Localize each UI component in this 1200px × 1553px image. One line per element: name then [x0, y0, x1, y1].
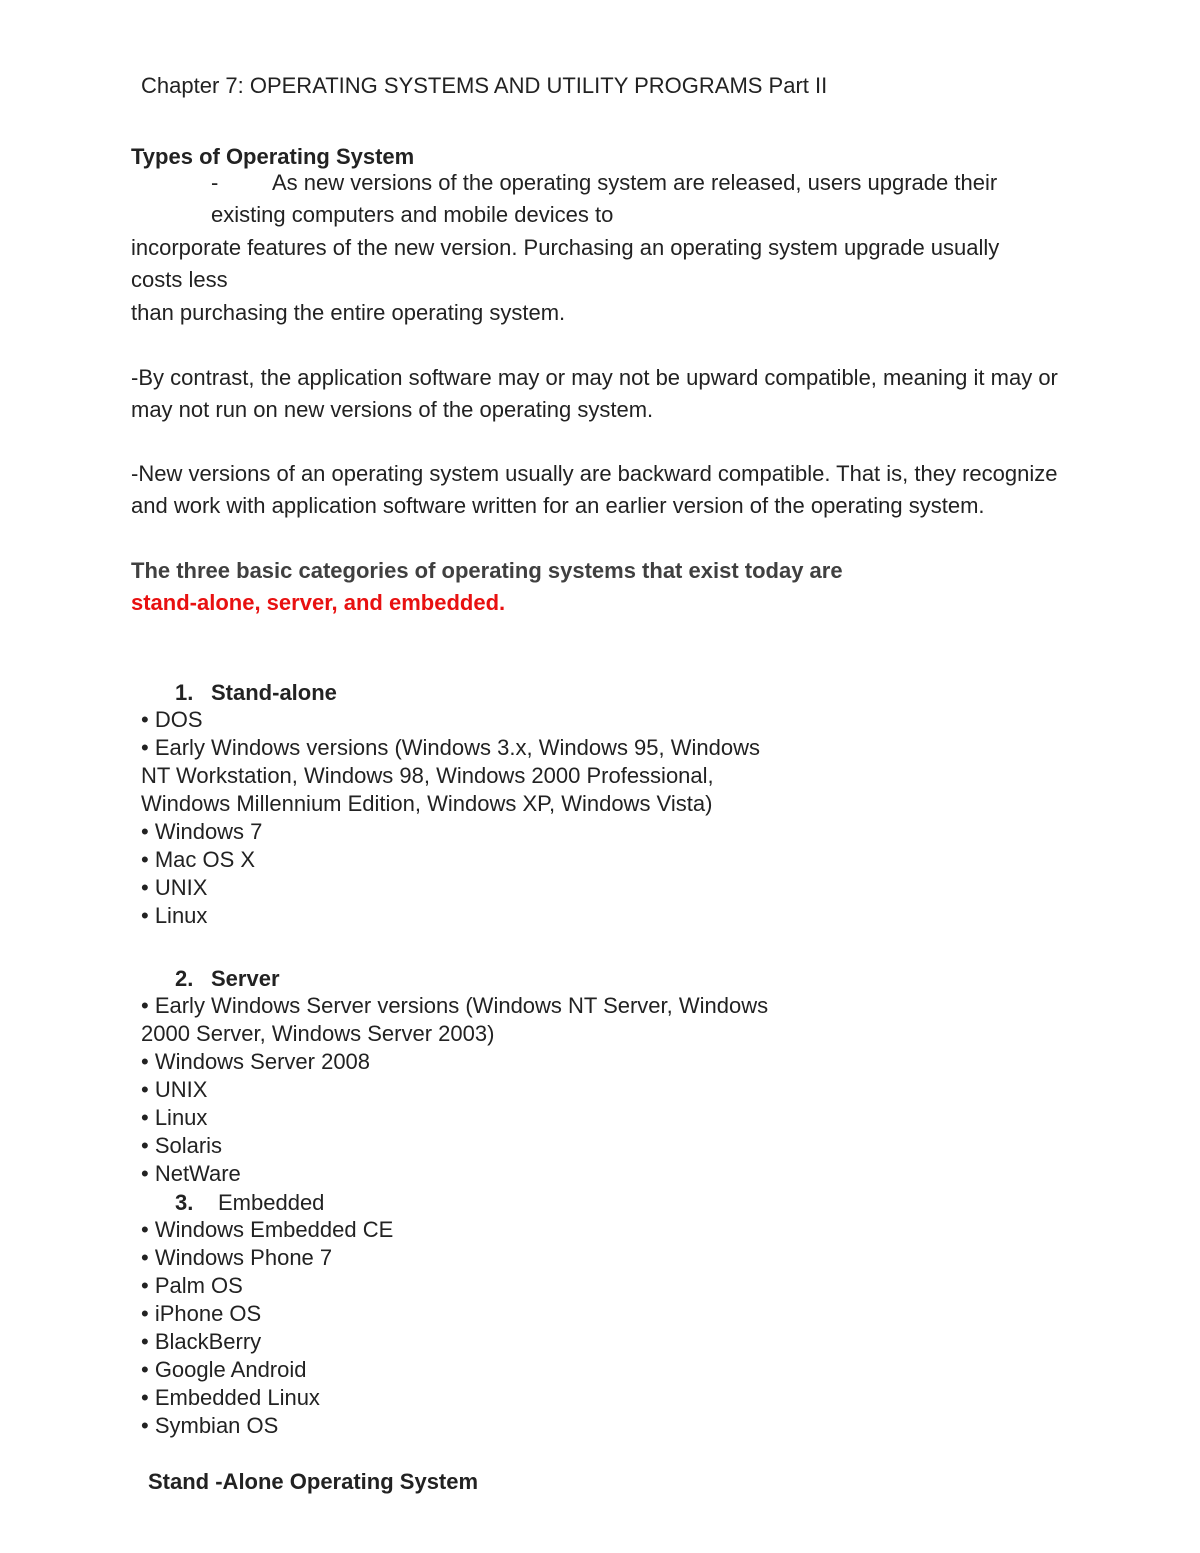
section-number: 2. — [175, 966, 194, 991]
list-item: • Mac OS X — [141, 847, 256, 872]
list-item: • Linux — [141, 903, 208, 928]
section-heading-embedded — [175, 1187, 324, 1219]
standalone-list — [141, 706, 760, 930]
list-item: • Google Android — [141, 1357, 307, 1382]
embedded-list — [141, 1216, 393, 1440]
list-item: • Solaris — [141, 1133, 223, 1158]
categories-line-2: stand-alone, server, and embedded. — [131, 590, 506, 615]
list-item: NT Workstation, Windows 98, Windows 2000 Professional, — [141, 763, 714, 788]
para3-line-2: and work with application software written for an earlier version of the operating system. — [131, 493, 985, 518]
intro-line-1: As new versions of the operating system are released, users upgrade their — [272, 170, 998, 195]
intro-dash: - — [211, 170, 219, 195]
section-title: Stand-alone — [211, 680, 337, 705]
list-item: • DOS — [141, 707, 203, 732]
intro-line-2: existing computers and mobile devices to — [211, 202, 614, 227]
list-item: • UNIX — [141, 875, 208, 900]
section-title: Server — [211, 966, 280, 991]
intro-line-5: than purchasing the entire operating system. — [131, 300, 566, 325]
list-item: • Palm OS — [141, 1273, 243, 1298]
list-item: • Windows 7 — [141, 819, 263, 844]
section-heading-standalone — [175, 677, 337, 709]
list-item: • Windows Embedded CE — [141, 1217, 394, 1242]
list-item: • UNIX — [141, 1077, 208, 1102]
list-item: • iPhone OS — [141, 1301, 262, 1326]
section-number: 3. — [175, 1190, 194, 1215]
section-title: Embedded — [218, 1190, 325, 1215]
list-item: • Linux — [141, 1105, 208, 1130]
list-item: • Windows Phone 7 — [141, 1245, 333, 1270]
para2-line-2: may not run on new versions of the operating system. — [131, 397, 654, 422]
section-number: 1. — [175, 680, 194, 705]
list-item: • Symbian OS — [141, 1413, 279, 1438]
list-item: • NetWare — [141, 1161, 241, 1186]
list-item: • Embedded Linux — [141, 1385, 320, 1410]
list-item: • BlackBerry — [141, 1329, 262, 1354]
types-heading: Types of Operating System — [131, 144, 415, 169]
list-item: • Windows Server 2008 — [141, 1049, 371, 1074]
server-list — [141, 992, 768, 1188]
intro-line-4: costs less — [131, 267, 228, 292]
chapter-title: Chapter 7: OPERATING SYSTEMS AND UTILITY PROGRAMS Part II — [141, 73, 828, 98]
list-item: 2000 Server, Windows Server 2003) — [141, 1021, 495, 1046]
list-item: Windows Millennium Edition, Windows XP, Windows Vista) — [141, 791, 713, 816]
standalone-os-heading: Stand -Alone Operating System — [148, 1469, 479, 1494]
intro-line-3: incorporate features of the new version. Purchasing an operating system upgrade usually — [131, 235, 1000, 260]
list-item: • Early Windows versions (Windows 3.x, Windows 95, Windows — [141, 735, 760, 760]
para2-line-1: -By contrast, the application software may or may not be upward compatible, meaning it may or — [131, 365, 1058, 390]
list-item: • Early Windows Server versions (Windows NT Server, Windows — [141, 993, 769, 1018]
categories-line-1: The three basic categories of operating systems that exist today are — [131, 558, 843, 583]
para3-line-1: -New versions of an operating system usually are backward compatible. That is, they recognize — [131, 461, 1058, 486]
section-heading-server — [175, 963, 280, 995]
